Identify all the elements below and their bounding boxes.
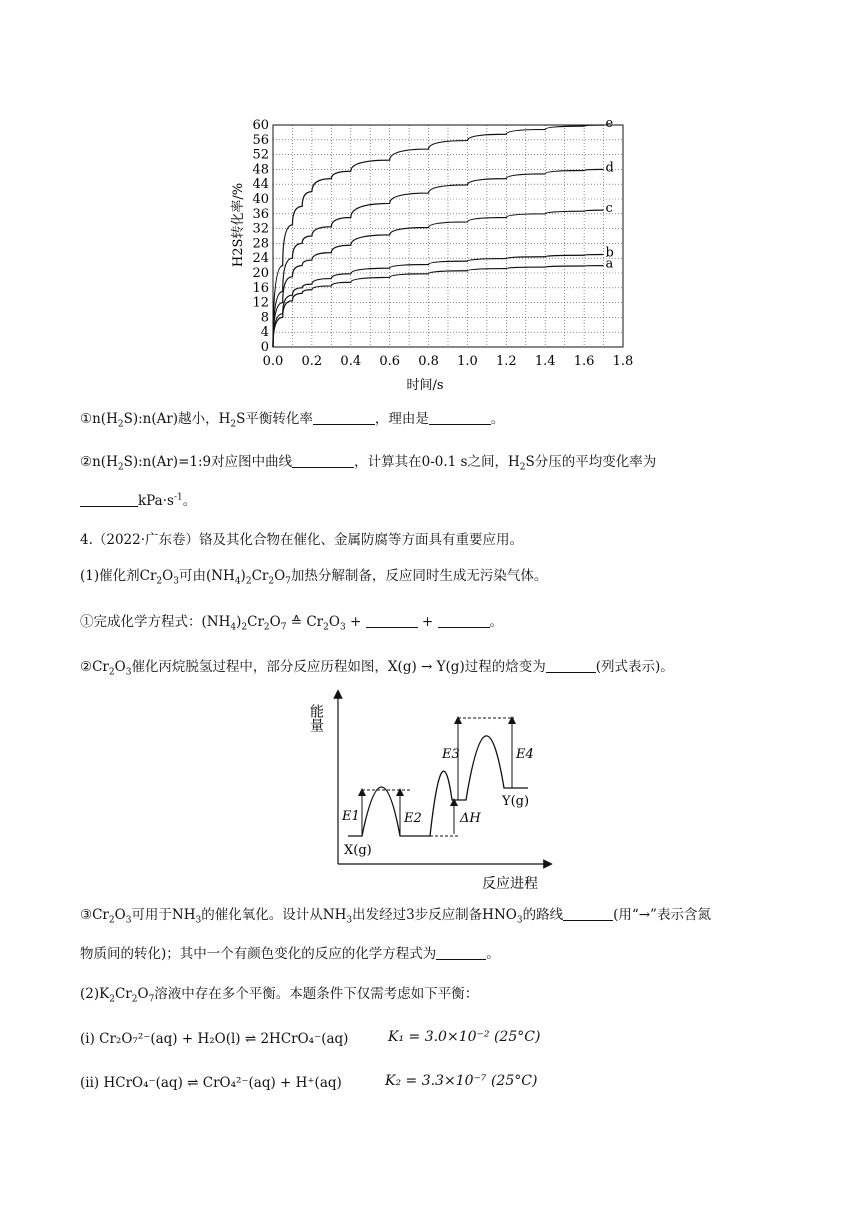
chart-grid <box>273 125 623 347</box>
y-tick-label: 0 <box>260 340 269 355</box>
label-e2: E2 <box>404 811 422 826</box>
x-tick-label: 1.0 <box>457 354 478 369</box>
chart-series <box>273 116 614 347</box>
y-tick-label: 12 <box>252 295 269 311</box>
x-tick-label: 0.4 <box>340 354 362 369</box>
equilibrium-2: (ⅱ) HCrO₄⁻(aq) ⇌ CrO₄²⁻(aq) + H⁺(aq) <box>80 1075 342 1091</box>
part-1-line: (1)催化剂$Cr_2O_3$可由$(NH_4)_2Cr_2O_7$加热分解制备，反应同时生成无污染气体。 <box>80 568 548 587</box>
energy-axis-label: 能量 <box>308 704 324 732</box>
reaction-profile <box>348 736 528 836</box>
answer-blank[interactable] <box>429 410 491 425</box>
y-tick-label: 24 <box>252 251 269 267</box>
energy-diagram <box>300 688 560 898</box>
answer-blank[interactable] <box>436 945 486 960</box>
equilibrium-1: (ⅰ) Cr₂O₇²⁻(aq) + H₂O(l) ⇌ 2HCrO₄⁻(aq) <box>80 1031 349 1047</box>
y-tick-label: 28 <box>252 236 269 252</box>
label-x: X(g) <box>344 843 372 858</box>
h2s-conversion-chart <box>225 105 635 395</box>
route-question-2: 物质间的转化)；其中一个有颜色变化的反应的化学方程式为 。 <box>80 946 500 962</box>
y-tick-label: 8 <box>260 310 269 326</box>
reaction-progress-label: 反应进程 <box>482 876 538 892</box>
label-e1: E1 <box>342 809 360 824</box>
y-tick-label: 32 <box>252 221 269 237</box>
answer-blank[interactable] <box>313 410 375 425</box>
question-line-2: $②n(H_2S):n(Ar)=1:9$对应图中曲线 ，计算其在0-0.1 s之间，$H_2S$分压的平均变化率为 <box>80 454 657 473</box>
series-line-b <box>273 255 604 348</box>
y-axis-label: H2S转化率/% <box>231 182 246 268</box>
y-tick-label: 16 <box>252 280 269 296</box>
series-label-c: c <box>605 201 613 217</box>
answer-blank[interactable] <box>563 906 613 921</box>
y-tick-label: 60 <box>252 118 269 133</box>
answer-blank[interactable] <box>80 492 138 507</box>
series-label-e: e <box>605 116 614 131</box>
series-label-d: d <box>605 160 614 176</box>
label-e4: E4 <box>516 747 534 762</box>
series-line-a <box>273 266 604 347</box>
enthalpy-question: $②Cr_2O_3$催化丙烷脱氢过程中，部分反应历程如图，X(g) → Y(g)过程的焓变为 (列式表示)。 <box>80 659 674 678</box>
part-2-line: $(2)K_2Cr_2O_7$溶液中存在多个平衡。本题条件下仅需考虑如下平衡： <box>80 986 479 1005</box>
question-4-title: 4.（2022·广东卷）铬及其化合物在催化、金属防腐等方面具有重要应用。 <box>80 532 524 548</box>
label-dh: ΔH <box>460 811 481 826</box>
y-tick-label: 36 <box>252 206 269 222</box>
x-tick-label: 0.8 <box>418 354 439 369</box>
y-tick-label: 52 <box>252 147 269 163</box>
answer-blank[interactable] <box>438 613 490 628</box>
answer-blank[interactable] <box>546 658 596 673</box>
x-tick-label: 0.0 <box>262 354 284 369</box>
y-tick-label: 20 <box>252 266 269 281</box>
x-tick-label: 1.4 <box>534 354 556 369</box>
y-tick-label: 4 <box>260 325 269 341</box>
answer-blank[interactable] <box>292 453 354 468</box>
x-tick-label: 0.2 <box>301 354 323 369</box>
x-tick-label: 1.2 <box>495 354 517 369</box>
series-line-e <box>273 125 604 347</box>
label-e3: E3 <box>442 747 460 762</box>
answer-blank[interactable] <box>366 613 418 628</box>
label-y: Y(g) <box>502 794 530 809</box>
x-tick-label: 1.6 <box>573 354 595 369</box>
question-line-3: $kPa\cdot s^{-1}$。 <box>80 491 196 511</box>
question-line-1: $①n(H_2S):n(Ar)$越小，$H_2S$平衡转化率 ，理由是 。 <box>80 411 505 430</box>
y-tick-label: 48 <box>252 162 269 178</box>
x-tick-label: 1.8 <box>612 354 634 369</box>
series-label-a: a <box>605 256 614 272</box>
k2-value: K₂ = 3.3×10⁻⁷ (25°C) <box>385 1073 538 1089</box>
route-question-1: $③Cr_2O_3$可用于$NH_3$的催化氧化。设计从$NH_3$出发经过3步反应制备$HNO_3$的路线 (用“→”表示含氮 <box>80 907 711 926</box>
x-axis-label: 时间/s <box>406 378 444 393</box>
y-tick-label: 44 <box>252 177 269 193</box>
y-tick-label: 56 <box>252 132 269 148</box>
y-tick-label: 40 <box>252 192 269 207</box>
series-label-b: b <box>605 245 614 261</box>
k1-value: K₁ = 3.0×10⁻² (25°C) <box>388 1029 541 1045</box>
x-tick-label: 0.6 <box>379 354 401 369</box>
equation-line: ①完成化学方程式：$(NH_4)_2Cr_2O_7$ ≙ $Cr_2O_3$ + + 。 <box>80 614 503 633</box>
